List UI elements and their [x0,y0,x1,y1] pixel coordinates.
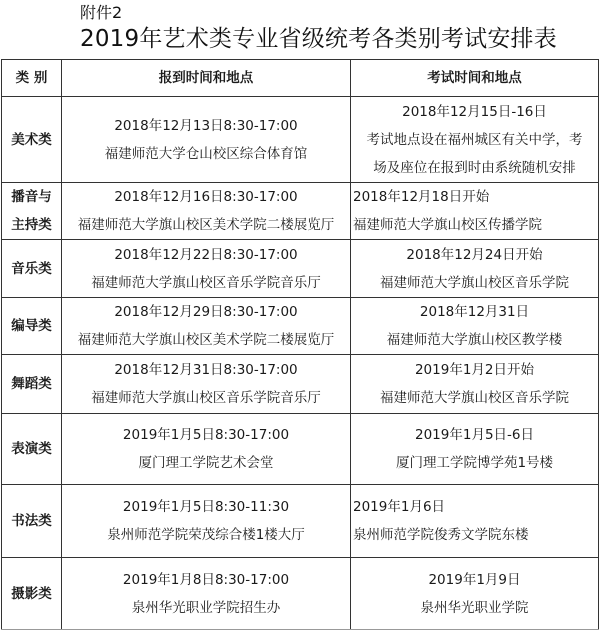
exam-place: 福建师范大学旗山校区音乐学院 [380,274,569,291]
registration-time: 2018年12月13日8:30-17:00 [114,117,298,134]
page-title: 2019年艺术类专业省级统考各类别考试安排表 [80,26,557,52]
exam-time: 2018年12月15日-16日 [402,103,547,120]
exam-cell [351,485,599,558]
registration-cell [62,298,351,355]
exam-schedule-table [1,59,599,630]
registration-place: 福建师范大学旗山校区音乐学院音乐厅 [91,274,321,291]
category-label: 编导类 [11,318,52,334]
table-header-row [2,60,599,97]
category-label-cont: 主持类 [11,217,52,233]
category-label: 表演类 [11,441,52,457]
exam-time: 2019年1月5日-6日 [415,427,534,443]
exam-cell [351,414,599,485]
registration-time: 2019年1月8日8:30-17:00 [122,571,290,588]
table-row [2,97,599,183]
registration-cell [62,240,351,298]
exam-time: 2019年1月6日 [353,499,446,515]
header-category: 类 别 [2,60,62,97]
category-cell [2,298,62,355]
registration-cell [62,183,351,240]
category-label: 音乐类 [11,260,52,277]
exam-time: 2018年12月18日开始 [353,189,490,205]
category-cell [2,558,62,630]
category-cell [2,183,62,240]
registration-cell [62,558,351,630]
exam-cell [351,558,599,630]
registration-time: 2018年12月31日8:30-17:00 [114,362,298,378]
registration-place: 福建师范大学仓山校区综合体育馆 [104,145,308,162]
exam-time: 2018年12月24日开始 [406,246,543,263]
exam-cell [351,355,599,414]
exam-time: 2019年1月2日开始 [414,362,535,378]
category-cell [2,414,62,485]
registration-time: 2019年1月5日8:30-17:00 [122,427,290,443]
registration-time: 2018年12月16日8:30-17:00 [114,189,298,205]
category-label: 播音与 [11,189,52,205]
exam-place: 考试地点设在福州城区有关中学，考 [366,131,583,148]
registration-time: 2018年12月29日8:30-17:00 [114,304,298,320]
registration-time: 2018年12月22日8:30-17:00 [114,246,298,263]
exam-time: 2019年1月9日 [428,571,521,588]
registration-cell [62,97,351,183]
registration-cell [62,485,351,558]
table-row [2,414,599,485]
category-label: 美术类 [11,131,52,148]
table-row [2,485,599,558]
category-label: 书法类 [11,513,52,529]
registration-place: 厦门理工学院艺术会堂 [138,455,274,471]
exam-place: 福建师范大学旗山校区音乐学院 [380,390,569,406]
exam-cell [351,183,599,240]
category-label: 舞蹈类 [11,376,52,392]
exam-cell [351,298,599,355]
exam-place: 厦门理工学院博学苑1号楼 [395,455,554,471]
category-label: 摄影类 [11,585,52,602]
category-cell [2,485,62,558]
table-row [2,298,599,355]
table-row [2,355,599,414]
exam-cell [351,97,599,183]
registration-place: 泉州华光职业学院招生办 [131,599,281,616]
registration-cell [62,414,351,485]
registration-place: 福建师范大学旗山校区美术学院二楼展览厅 [77,332,335,348]
attachment-label: 附件2 [80,3,123,22]
category-cell [2,97,62,183]
category-cell [2,240,62,298]
exam-place: 泉州师范学院俊秀文学院东楼 [353,527,529,543]
exam-place: 福建师范大学旗山校区教学楼 [386,332,563,348]
table-row [2,558,599,630]
registration-cell [62,355,351,414]
registration-place: 泉州师范学院荣茂综合楼1楼大厅 [107,527,305,543]
header-exam: 考试时间和地点 [351,60,599,97]
registration-place: 福建师范大学旗山校区美术学院二楼展览厅 [77,217,335,233]
header-registration: 报到时间和地点 [62,60,351,97]
table-row [2,240,599,298]
table-row [2,183,599,240]
exam-place: 泉州华光职业学院 [420,599,529,616]
exam-place-cont: 场及座位在报到时由系统随机安排 [373,159,576,176]
registration-time: 2019年1月5日8:30-11:30 [122,499,290,515]
exam-cell [351,240,599,298]
exam-place: 福建师范大学旗山校区传播学院 [353,217,542,233]
category-cell [2,355,62,414]
exam-time: 2018年12月31日 [419,304,530,320]
registration-place: 福建师范大学旗山校区音乐学院音乐厅 [91,390,321,406]
